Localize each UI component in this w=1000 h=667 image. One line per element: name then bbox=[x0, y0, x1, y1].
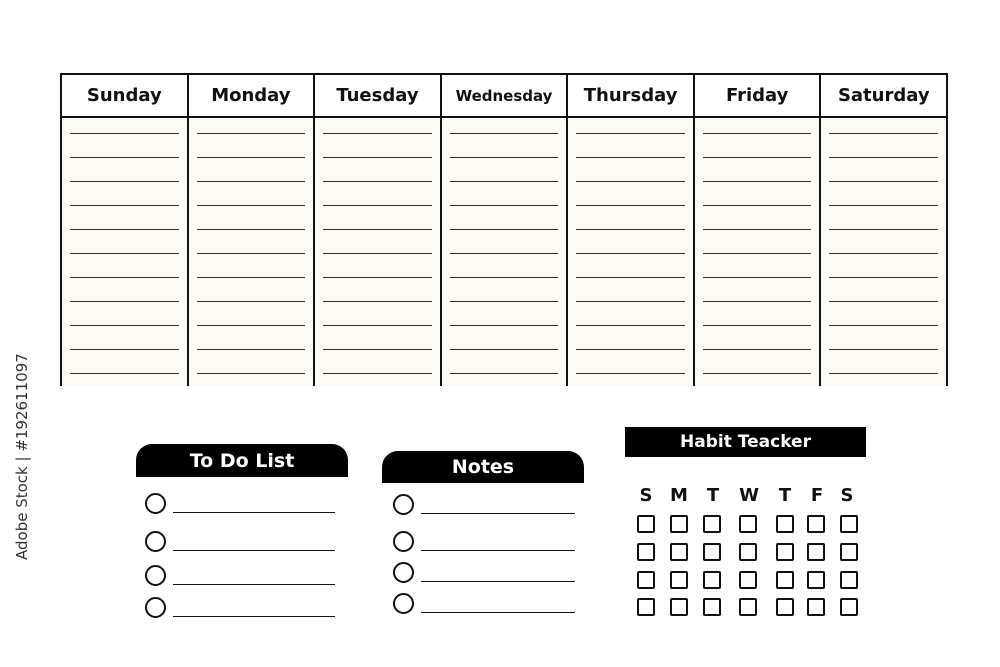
notes-entry-line[interactable] bbox=[421, 581, 575, 582]
writing-line bbox=[703, 133, 812, 134]
habit-checkbox[interactable] bbox=[739, 515, 757, 533]
habit-checkbox[interactable] bbox=[807, 571, 825, 589]
writing-line bbox=[323, 181, 432, 182]
writing-line bbox=[829, 205, 938, 206]
notes-title: Notes bbox=[382, 451, 584, 483]
writing-line bbox=[703, 277, 812, 278]
day-column-monday bbox=[187, 73, 314, 386]
habit-checkbox[interactable] bbox=[670, 598, 688, 616]
writing-line bbox=[703, 229, 812, 230]
writing-line bbox=[70, 157, 179, 158]
writing-line bbox=[323, 325, 432, 326]
day-header-tuesday: Tuesday bbox=[315, 73, 440, 118]
habit-checkbox[interactable] bbox=[670, 515, 688, 533]
writing-line bbox=[576, 373, 685, 374]
todo-entry-line[interactable] bbox=[173, 616, 335, 617]
habit-checkbox[interactable] bbox=[703, 543, 721, 561]
writing-line bbox=[450, 157, 559, 158]
writing-line bbox=[323, 301, 432, 302]
habit-day-label: W bbox=[739, 485, 759, 506]
writing-line bbox=[197, 181, 306, 182]
checkbox-circle-icon[interactable] bbox=[393, 593, 414, 614]
writing-line bbox=[576, 349, 685, 350]
writing-line bbox=[197, 325, 306, 326]
habit-checkbox[interactable] bbox=[703, 598, 721, 616]
writing-lines bbox=[829, 133, 938, 397]
habit-checkbox[interactable] bbox=[776, 543, 794, 561]
day-header-thursday: Thursday bbox=[568, 73, 693, 118]
todo-entry-line[interactable] bbox=[173, 550, 335, 551]
habit-checkbox[interactable] bbox=[739, 571, 757, 589]
habit-checkbox[interactable] bbox=[637, 515, 655, 533]
day-column-saturday bbox=[819, 73, 948, 386]
writing-line bbox=[450, 277, 559, 278]
weekly-planner-grid bbox=[60, 73, 948, 386]
notes-item[interactable] bbox=[393, 531, 575, 553]
habit-day-label: S bbox=[840, 485, 854, 506]
writing-line bbox=[197, 349, 306, 350]
writing-line bbox=[323, 157, 432, 158]
writing-line bbox=[70, 205, 179, 206]
checkbox-circle-icon[interactable] bbox=[393, 494, 414, 515]
writing-line bbox=[703, 373, 812, 374]
writing-line bbox=[70, 349, 179, 350]
checkbox-circle-icon[interactable] bbox=[145, 531, 166, 552]
writing-line bbox=[703, 253, 812, 254]
writing-line bbox=[70, 133, 179, 134]
checkbox-circle-icon[interactable] bbox=[145, 597, 166, 618]
habit-checkbox[interactable] bbox=[776, 598, 794, 616]
todo-entry-line[interactable] bbox=[173, 584, 335, 585]
notes-item[interactable] bbox=[393, 562, 575, 584]
habit-day-label: M bbox=[670, 485, 688, 506]
writing-line bbox=[829, 229, 938, 230]
writing-line bbox=[829, 157, 938, 158]
habit-checkbox[interactable] bbox=[840, 543, 858, 561]
notes-entry-line[interactable] bbox=[421, 513, 575, 514]
writing-line bbox=[70, 373, 179, 374]
writing-line bbox=[576, 325, 685, 326]
writing-line bbox=[703, 157, 812, 158]
habit-checkbox[interactable] bbox=[807, 543, 825, 561]
habit-checkbox[interactable] bbox=[807, 598, 825, 616]
writing-line bbox=[450, 349, 559, 350]
writing-line bbox=[576, 157, 685, 158]
todo-entry-line[interactable] bbox=[173, 512, 335, 513]
writing-line bbox=[197, 133, 306, 134]
writing-lines bbox=[197, 133, 306, 397]
writing-line bbox=[197, 205, 306, 206]
habit-checkbox[interactable] bbox=[776, 515, 794, 533]
writing-line bbox=[703, 181, 812, 182]
writing-line bbox=[703, 205, 812, 206]
habit-checkbox[interactable] bbox=[840, 515, 858, 533]
stock-watermark: Adobe Stock | #192611097 bbox=[13, 353, 31, 560]
notes-entry-line[interactable] bbox=[421, 612, 575, 613]
day-header-saturday: Saturday bbox=[821, 73, 946, 118]
writing-line bbox=[70, 301, 179, 302]
day-column-wednesday bbox=[440, 73, 567, 386]
writing-line bbox=[576, 181, 685, 182]
habit-checkbox[interactable] bbox=[703, 571, 721, 589]
writing-line bbox=[450, 229, 559, 230]
habit-day-label: S bbox=[639, 485, 653, 506]
writing-lines bbox=[70, 133, 179, 397]
notes-item[interactable] bbox=[393, 593, 575, 615]
writing-line bbox=[197, 301, 306, 302]
todo-item[interactable] bbox=[145, 565, 335, 587]
habit-checkbox[interactable] bbox=[637, 598, 655, 616]
checkbox-circle-icon[interactable] bbox=[393, 531, 414, 552]
writing-line bbox=[829, 349, 938, 350]
habit-day-label: T bbox=[706, 485, 720, 506]
writing-line bbox=[197, 277, 306, 278]
writing-line bbox=[450, 133, 559, 134]
day-header-wednesday: Wednesday bbox=[442, 73, 567, 118]
writing-line bbox=[450, 181, 559, 182]
habit-checkbox[interactable] bbox=[807, 515, 825, 533]
habit-checkbox[interactable] bbox=[703, 515, 721, 533]
writing-line bbox=[323, 277, 432, 278]
writing-line bbox=[323, 205, 432, 206]
habit-checkbox[interactable] bbox=[840, 598, 858, 616]
writing-line bbox=[450, 373, 559, 374]
day-column-thursday bbox=[566, 73, 693, 386]
writing-line bbox=[703, 349, 812, 350]
habit-day-label: F bbox=[810, 485, 824, 506]
writing-line bbox=[576, 253, 685, 254]
writing-line bbox=[450, 253, 559, 254]
day-column-friday bbox=[693, 73, 820, 386]
writing-line bbox=[197, 229, 306, 230]
habit-checkbox[interactable] bbox=[670, 571, 688, 589]
writing-line bbox=[450, 325, 559, 326]
writing-lines bbox=[576, 133, 685, 397]
writing-line bbox=[829, 253, 938, 254]
notes-entry-line[interactable] bbox=[421, 550, 575, 551]
writing-line bbox=[70, 229, 179, 230]
todo-item[interactable] bbox=[145, 493, 335, 515]
writing-lines bbox=[703, 133, 812, 397]
writing-line bbox=[450, 205, 559, 206]
habit-checkbox[interactable] bbox=[670, 543, 688, 561]
writing-line bbox=[576, 205, 685, 206]
habit-checkbox[interactable] bbox=[637, 571, 655, 589]
writing-line bbox=[323, 133, 432, 134]
day-header-friday: Friday bbox=[695, 73, 820, 118]
writing-line bbox=[829, 181, 938, 182]
writing-lines bbox=[323, 133, 432, 397]
checkbox-circle-icon[interactable] bbox=[145, 493, 166, 514]
writing-line bbox=[70, 253, 179, 254]
writing-line bbox=[576, 133, 685, 134]
habit-checkbox[interactable] bbox=[637, 543, 655, 561]
writing-line bbox=[323, 349, 432, 350]
writing-line bbox=[70, 277, 179, 278]
habit-tracker-title: Habit Teacker bbox=[625, 427, 866, 457]
writing-line bbox=[70, 325, 179, 326]
todo-item[interactable] bbox=[145, 597, 335, 619]
day-column-sunday bbox=[60, 73, 187, 386]
writing-line bbox=[829, 277, 938, 278]
habit-checkbox[interactable] bbox=[739, 543, 757, 561]
writing-line bbox=[829, 301, 938, 302]
day-header-monday: Monday bbox=[189, 73, 314, 118]
habit-day-labels bbox=[632, 485, 862, 507]
notes-item[interactable] bbox=[393, 494, 575, 516]
writing-line bbox=[576, 301, 685, 302]
todo-item[interactable] bbox=[145, 531, 335, 553]
checkbox-circle-icon[interactable] bbox=[145, 565, 166, 586]
writing-line bbox=[450, 301, 559, 302]
writing-line bbox=[576, 277, 685, 278]
writing-line bbox=[829, 373, 938, 374]
writing-line bbox=[703, 301, 812, 302]
writing-line bbox=[70, 181, 179, 182]
habit-checkbox[interactable] bbox=[739, 598, 757, 616]
habit-day-label: T bbox=[778, 485, 792, 506]
habit-checkbox[interactable] bbox=[840, 571, 858, 589]
writing-line bbox=[323, 373, 432, 374]
writing-line bbox=[576, 229, 685, 230]
writing-line bbox=[323, 229, 432, 230]
writing-line bbox=[197, 253, 306, 254]
writing-lines bbox=[450, 133, 559, 397]
todo-list-title: To Do List bbox=[136, 444, 348, 477]
writing-line bbox=[703, 325, 812, 326]
writing-line bbox=[829, 325, 938, 326]
day-header-sunday: Sunday bbox=[62, 73, 187, 118]
day-column-tuesday bbox=[313, 73, 440, 386]
checkbox-circle-icon[interactable] bbox=[393, 562, 414, 583]
writing-line bbox=[197, 373, 306, 374]
habit-checkbox[interactable] bbox=[776, 571, 794, 589]
writing-line bbox=[197, 157, 306, 158]
writing-line bbox=[323, 253, 432, 254]
writing-line bbox=[829, 133, 938, 134]
